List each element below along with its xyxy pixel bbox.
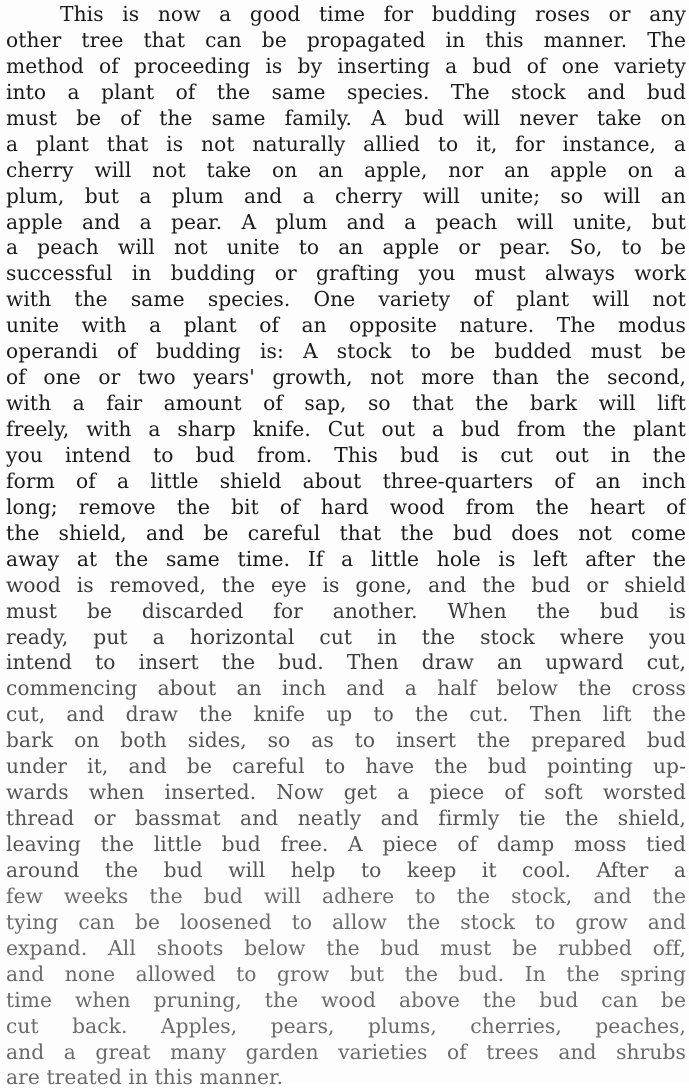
article-line: few weeks the bud will adhere to the stock, and the: [6, 883, 686, 908]
article-line: must be of the same family. A bud will never take on: [6, 105, 686, 130]
article-line: time when pruning, the wood above the bud can be: [6, 987, 686, 1012]
article-line: plum, but a plum and a cherry will unite; so will an: [6, 183, 686, 208]
article-line: form of a little shield about three-quarters of an inch: [6, 468, 686, 493]
article-line: successful in budding or grafting you must always work: [6, 261, 686, 286]
article-line: cut, and draw the knife up to the cut. Then lift the: [6, 702, 686, 727]
article-line: are treated in this manner.: [6, 1065, 284, 1090]
article-line: freely, with a sharp knife. Cut out a bud from the plant: [6, 417, 686, 441]
article-line: with the same species. One variety of plant will not: [6, 287, 686, 312]
article-line: method of proceeding is by inserting a bud of one variety: [6, 53, 686, 78]
article-line: long; remove the bit of hard wood from the heart of: [6, 494, 686, 519]
article-line: commencing about an inch and a half below the cross: [6, 676, 686, 701]
article-line: unite with a plant of an opposite nature. The modus: [6, 313, 686, 338]
article-line: around the bud will help to keep it cool. After a: [6, 857, 686, 882]
article-line: apple and a pear. A plum and a peach will unite, but: [6, 209, 686, 234]
article-line: wood is removed, the eye is gone, and the bud or shield: [6, 572, 686, 597]
article-line: into a plant of the same species. The stock and bud: [6, 79, 686, 104]
article-line: other tree that can be propagated in this manner. The: [6, 27, 686, 52]
article-line: This is now a good time for budding roses or any: [60, 2, 686, 26]
article-line: the shield, and be careful that the bud does not come: [6, 520, 686, 545]
article-line: away at the same time. If a little hole is left after the: [6, 546, 686, 571]
article-line: of one or two years' growth, not more than the second,: [6, 365, 686, 390]
article-line: wards when inserted. Now get a piece of soft worsted: [6, 780, 686, 805]
article-line: a plant that is not naturally allied to it, for instance, a: [6, 131, 686, 156]
article-line: must be discarded for another. When the bud is: [6, 598, 686, 623]
article-line: ready, put a horizontal cut in the stock where you: [6, 624, 686, 649]
article-line: a peach will not unite to an apple or pear. So, to be: [6, 235, 686, 260]
article-line: you intend to bud from. This bud is cut out in the: [6, 442, 686, 467]
article-line: cut back. Apples, pears, plums, cherries, peaches,: [6, 1013, 686, 1038]
article-line: and a great many garden varieties of trees and shrubs: [6, 1039, 686, 1064]
article-line: operandi of budding is: A stock to be budded must be: [6, 339, 686, 364]
article-line: bark on both sides, so as to insert the prepared bud: [6, 728, 686, 753]
article-line: intend to insert the bud. Then draw an upward cut,: [6, 650, 686, 675]
article-line: and none allowed to grow but the bud. In the spring: [6, 961, 686, 986]
article-line: under it, and be careful to have the bud pointing up-: [6, 754, 686, 779]
article-line: cherry will not take on an apple, nor an apple on a: [6, 157, 686, 182]
article-line: leaving the little bud free. A piece of damp moss tied: [6, 832, 686, 856]
article-line: expand. All shoots below the bud must be rubbed off,: [6, 935, 686, 960]
article-line: with a fair amount of sap, so that the bark will lift: [6, 391, 686, 416]
article-line: thread or bassmat and neatly and firmly tie the shield,: [6, 806, 686, 831]
article-text: [6, 2, 686, 1091]
article-line: tying can be loosened to allow the stock to grow and: [6, 909, 686, 934]
